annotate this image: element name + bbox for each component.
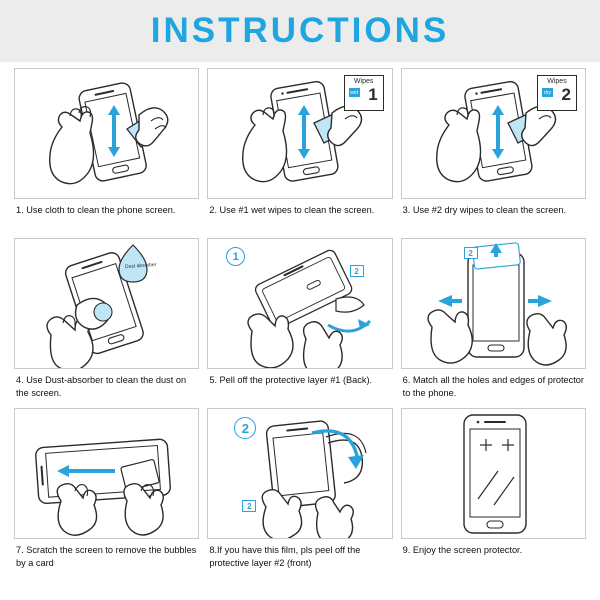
layer-tag-2: 2 <box>242 500 256 512</box>
step-illustration-8 <box>207 408 392 539</box>
illustration-scratch-bubbles-with-card <box>15 409 199 539</box>
step-illustration-1 <box>14 68 199 199</box>
step-cell-8 <box>207 408 392 576</box>
step-illustration-3 <box>401 68 586 199</box>
step-caption-5: 5. Pell off the protective layer #1 (Back). <box>209 375 373 385</box>
wipe-packet-number: 1 <box>368 85 378 104</box>
wipe-packet-number: 2 <box>561 85 571 104</box>
step-cell-1 <box>14 68 199 236</box>
steps-grid-container <box>0 62 600 580</box>
step-cell-7 <box>14 408 199 576</box>
step-cell-6 <box>401 238 586 406</box>
step-cell-9 <box>401 408 586 576</box>
dust-absorber-label: Dust absorber <box>124 261 157 271</box>
step-caption-8: 8.If you have this film, pls peel off the protective layer #2 (front) <box>209 545 361 568</box>
wipe-packet-subtitle: wet <box>350 89 359 96</box>
wipe-packet-1 <box>344 75 384 111</box>
illustration-finished-phone-with-protector <box>402 409 586 539</box>
layer-badge-1: 1 <box>226 247 245 266</box>
step-cell-4 <box>14 238 199 406</box>
wipe-packet-subtitle: dry <box>542 88 553 97</box>
layer-tag-2: 2 <box>350 265 364 277</box>
wipe-packet-title: Wipes <box>547 78 567 85</box>
step-caption-6: 6. Match all the holes and edges of protector to the phone. <box>402 375 584 398</box>
step-illustration-4 <box>14 238 199 369</box>
step-cell-2 <box>207 68 392 236</box>
step-caption-9: 9. Enjoy the screen protector. <box>402 545 523 555</box>
illustration-hand-holding-phone-with-cloth <box>15 69 199 199</box>
step-illustration-9 <box>401 408 586 539</box>
step-illustration-7 <box>14 408 199 539</box>
step-caption-7: 7. Scratch the screen to remove the bubbles by a card <box>16 545 197 568</box>
step-cell-5 <box>207 238 392 406</box>
page-title: INSTRUCTIONS <box>150 11 450 50</box>
step-caption-2: 2. Use #1 wet wipes to clean the screen. <box>209 205 375 215</box>
title-band <box>0 0 600 62</box>
layer-badge-2: 2 <box>234 417 256 439</box>
step-caption-4: 4. Use Dust-absorber to clean the dust on the screen. <box>16 375 187 398</box>
step-cell-3 <box>401 68 586 236</box>
step-illustration-2 <box>207 68 392 199</box>
step-illustration-6 <box>401 238 586 369</box>
illustration-align-protector-to-phone <box>402 239 586 369</box>
wipe-packet-2 <box>537 75 577 111</box>
layer-tag-2: 2 <box>464 247 478 259</box>
step-caption-1: 1. Use cloth to clean the phone screen. <box>16 205 176 215</box>
illustration-dust-absorber-sticker-on-phone <box>15 239 199 369</box>
wipe-packet-title: Wipes <box>353 78 374 85</box>
steps-grid <box>14 68 586 576</box>
step-caption-3: 3. Use #2 dry wipes to clean the screen. <box>402 205 567 215</box>
step-illustration-5 <box>207 238 392 369</box>
